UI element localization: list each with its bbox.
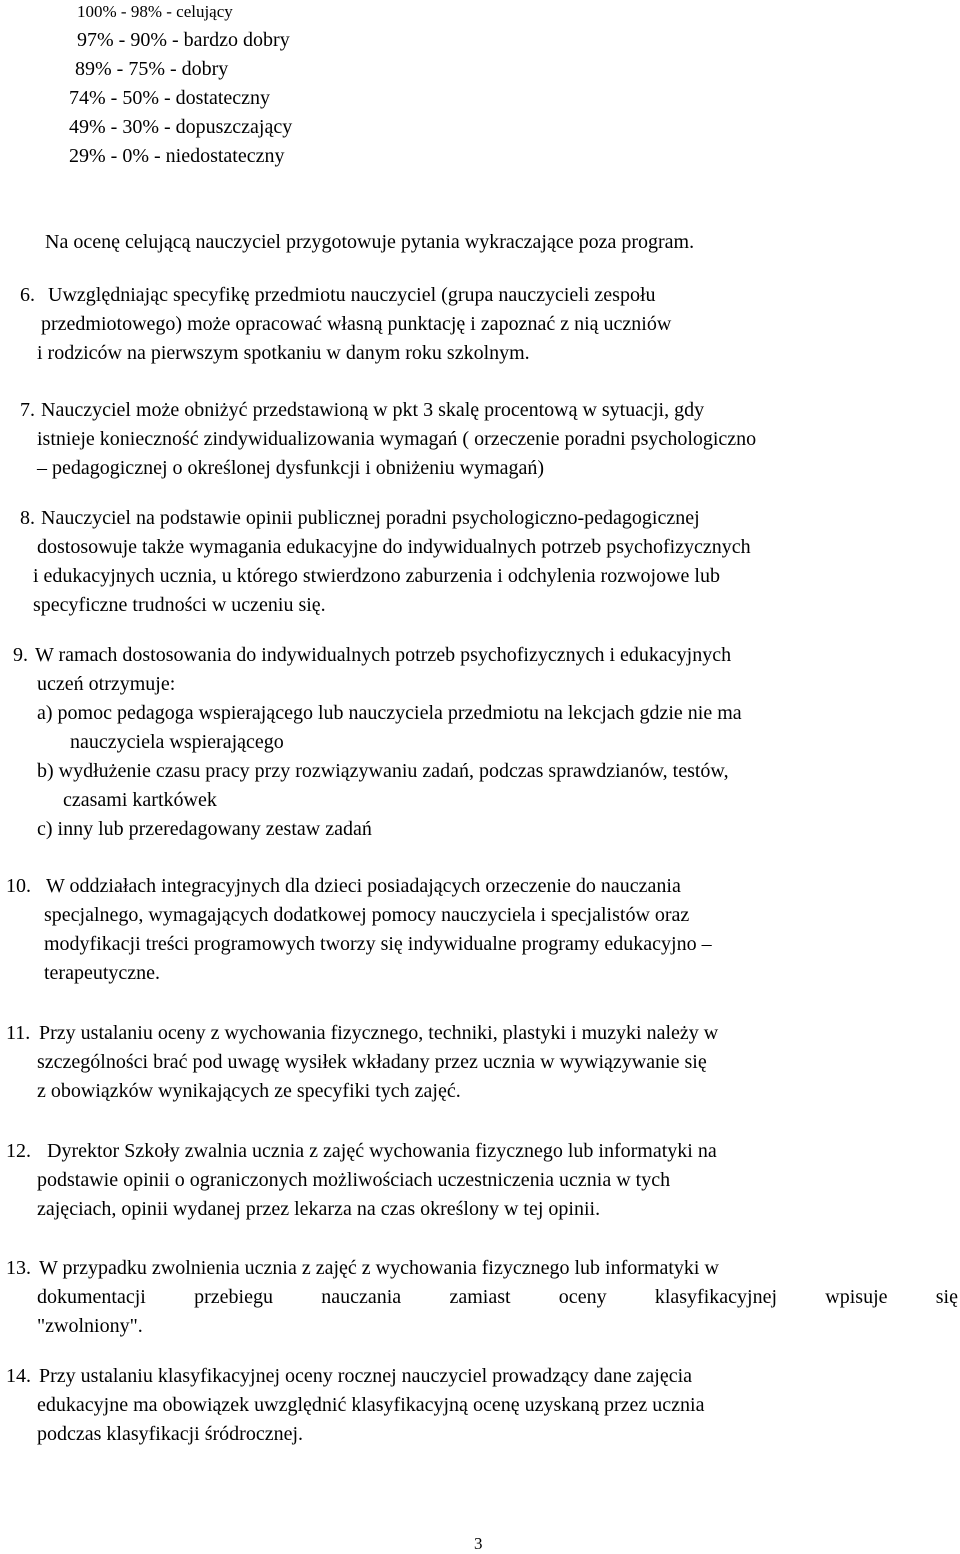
- grade-scale-line-4: 74% - 50% - dostateczny: [69, 87, 271, 109]
- item-7-line-2: istnieje konieczność zindywidualizowania wymagań ( orzeczenie poradni psychologiczno: [37, 428, 757, 450]
- item-9-sub-a-line-1: a) pomoc pedagoga wspierającego lub nauczyciela przedmiotu na lekcjach gdzie nie ma: [37, 702, 742, 724]
- item-10-line-1: W oddziałach integracyjnych dla dzieci posiadających orzeczenie do nauczania: [46, 875, 681, 897]
- item-8-line-3: i edukacyjnych ucznia, u którego stwierdzono zaburzenia i odchylenia rozwojowe lub: [33, 565, 720, 587]
- item-7-number: 7.: [20, 399, 35, 421]
- grade-scale-line-6: 29% - 0% - niedostateczny: [69, 145, 285, 167]
- item-8-line-2: dostosowuje także wymagania edukacyjne do indywidualnych potrzeb psychofizycznych: [37, 536, 751, 558]
- item-11-line-3: z obowiązków wynikających ze specyfiki tych zajęć.: [37, 1080, 461, 1102]
- item-12-line-2: podstawie opinii o ograniczonych możliwościach uczestniczenia ucznia w tych: [37, 1169, 671, 1191]
- item-9-number: 9.: [13, 644, 28, 666]
- item-14-line-3: podczas klasyfikacji śródrocznej.: [37, 1423, 304, 1445]
- page-number: 3: [474, 1534, 483, 1553]
- item-12-number: 12.: [6, 1140, 31, 1162]
- item-9-sub-b-line-1: b) wydłużenie czasu pracy przy rozwiązywaniu zadań, podczas sprawdzianów, testów,: [37, 760, 729, 782]
- item-10-number: 10.: [6, 875, 31, 897]
- item-10-line-4: terapeutyczne.: [44, 962, 161, 984]
- grade-scale-line-1: 100% - 98% - celujący: [77, 2, 233, 21]
- item-12-line-1: Dyrektor Szkoły zwalnia ucznia z zajęć wychowania fizycznego lub informatyki na: [47, 1140, 717, 1162]
- item-9-sub-b-line-2: czasami kartkówek: [63, 789, 217, 811]
- item-8-number: 8.: [20, 507, 35, 529]
- item-14-line-2: edukacyjne ma obowiązek uwzględnić klasyfikacyjną ocenę uzyskaną przez ucznia: [37, 1394, 705, 1416]
- grade-scale-line-5: 49% - 30% - dopuszczający: [69, 116, 293, 138]
- item-13-line-2: dokumentacji przebiegu nauczania zamiast oceny klasyfikacyjnej wpisuje się: [37, 1286, 958, 1308]
- note-celujaca: Na ocenę celującą nauczyciel przygotowuje pytania wykraczające poza program.: [45, 231, 695, 253]
- item-6-line-3: i rodziców na pierwszym spotkaniu w danym roku szkolnym.: [37, 342, 530, 364]
- grade-scale-line-2: 97% - 90% - bardzo dobry: [77, 29, 290, 51]
- item-10-line-3: modyfikacji treści programowych tworzy się indywidualne programy edukacyjno –: [44, 933, 712, 955]
- item-14-line-1: Przy ustalaniu klasyfikacyjnej oceny rocznej nauczyciel prowadzący dane zajęcia: [39, 1365, 693, 1387]
- item-6-number: 6.: [20, 284, 35, 306]
- item-11-line-1: Przy ustalaniu oceny z wychowania fizycznego, techniki, plastyki i muzyki należy w: [39, 1022, 719, 1044]
- grade-scale-line-3: 89% - 75% - dobry: [75, 58, 229, 80]
- item-14-number: 14.: [6, 1365, 31, 1387]
- item-6-line-1: Uwzględniając specyfikę przedmiotu nauczyciel (grupa nauczycieli zespołu: [48, 284, 656, 306]
- item-13-line-1: W przypadku zwolnienia ucznia z zajęć z wychowania fizycznego lub informatyki w: [39, 1257, 719, 1279]
- item-11-number: 11.: [6, 1022, 31, 1044]
- item-12-line-3: zajęciach, opinii wydanej przez lekarza na czas określony w tej opinii.: [37, 1198, 601, 1220]
- item-7-line-1: Nauczyciel może obniżyć przedstawioną w pkt 3 skalę procentową w sytuacji, gdy: [41, 399, 705, 421]
- item-6-line-2: przedmiotowego) może opracować własną punktację i zapoznać z nią uczniów: [41, 313, 672, 335]
- item-11-line-2: szczególności brać pod uwagę wysiłek wkładany przez ucznia w wywiązywanie się: [37, 1051, 707, 1073]
- item-13-line-3: "zwolniony".: [37, 1315, 143, 1337]
- item-9-line-1: W ramach dostosowania do indywidualnych potrzeb psychofizycznych i edukacyjnych: [35, 644, 732, 666]
- item-8-line-4: specyficzne trudności w uczeniu się.: [33, 594, 326, 616]
- item-9-line-2: uczeń otrzymuje:: [37, 673, 176, 695]
- item-10-line-2: specjalnego, wymagających dodatkowej pomocy nauczyciela i specjalistów oraz: [44, 904, 690, 926]
- item-9-sub-a-line-2: nauczyciela wspierającego: [70, 731, 284, 753]
- item-9-sub-c: c) inny lub przeredagowany zestaw zadań: [37, 818, 372, 840]
- item-7-line-3: – pedagogicznej o określonej dysfunkcji i obniżeniu wymagań): [37, 457, 545, 479]
- item-13-number: 13.: [6, 1257, 31, 1279]
- item-8-line-1: Nauczyciel na podstawie opinii publicznej poradni psychologiczno-pedagogicznej: [41, 507, 700, 529]
